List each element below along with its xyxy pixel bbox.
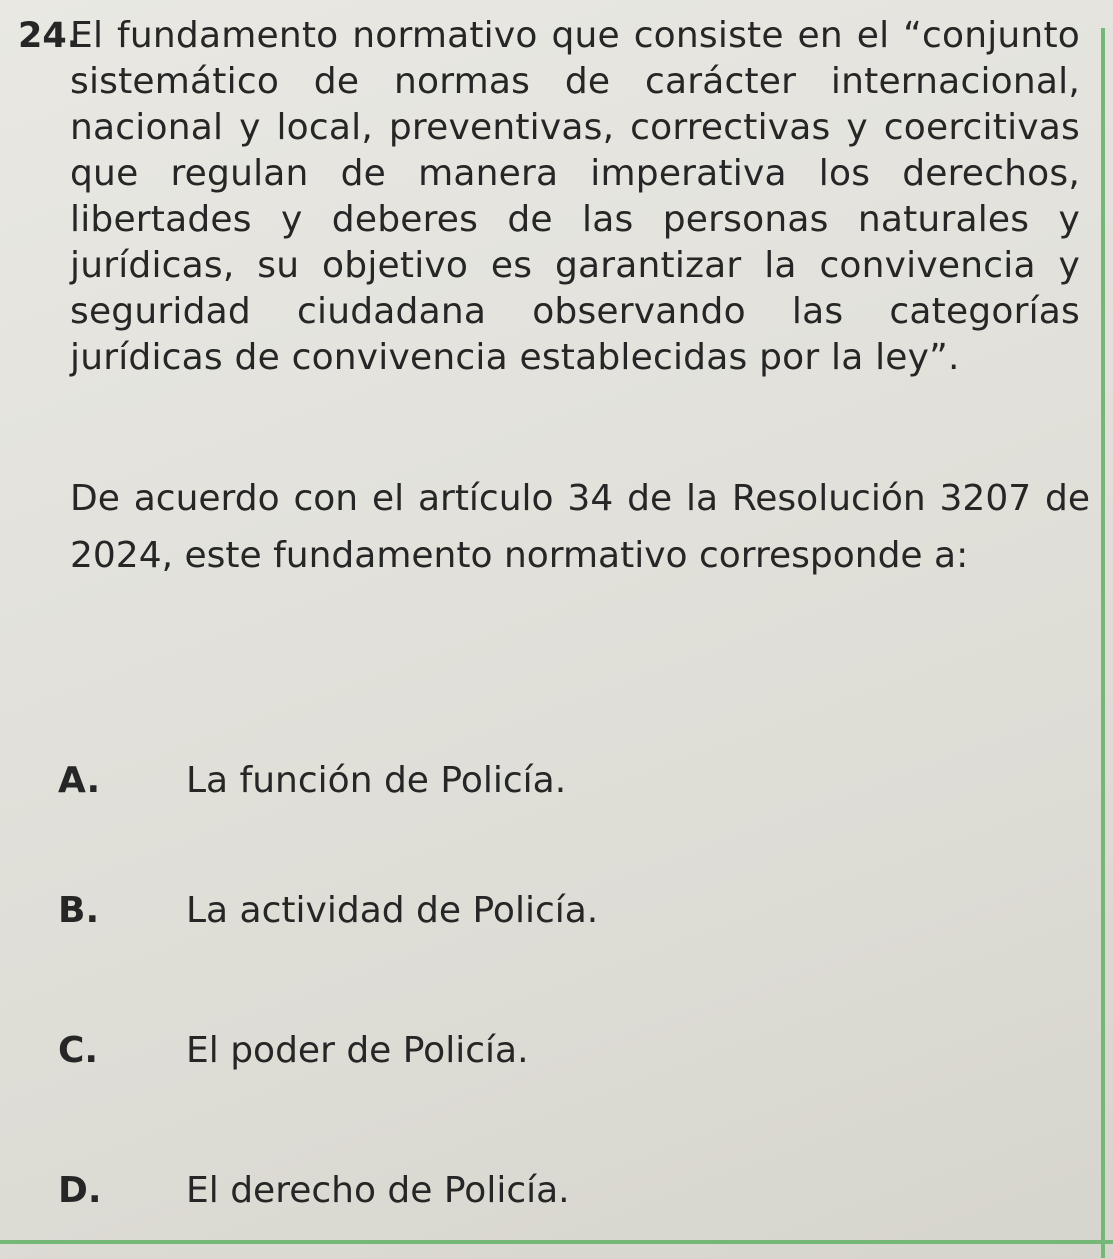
option-c[interactable] (58, 1030, 529, 1071)
option-text: La función de Policía. (186, 760, 567, 801)
option-text: La actividad de Policía. (186, 890, 599, 931)
option-letter: A. (58, 760, 101, 801)
question-block (18, 10, 1088, 381)
option-d[interactable] (58, 1170, 570, 1211)
option-letter: B. (58, 890, 100, 931)
question-instruction: De acuerdo con el artículo 34 de la Resolución 3207 de 2024, este fundamento normativo corresponde a: (70, 478, 1090, 576)
option-letter: D. (58, 1170, 102, 1211)
option-a[interactable] (58, 760, 566, 801)
question-statement: El fundamento normativo que consiste en el “conjunto sistemático de normas de carácter internacional, nacional y local, preventivas, correctivas y coercitivas que regulan de manera imperativa los derechos, libertades y deberes de las personas naturales y jurídicas, su objetivo es garantizar la convivencia y seguridad ciudadana observando las categorías jurídicas de convivencia establecidas por la ley”. (70, 15, 1080, 378)
option-text: El poder de Policía. (186, 1030, 529, 1071)
option-text: El derecho de Policía. (186, 1170, 570, 1211)
option-b[interactable] (58, 890, 598, 931)
option-letter: C. (58, 1030, 99, 1071)
green-border-right (1101, 28, 1105, 1258)
question-number: 24. (18, 16, 81, 56)
green-border-bottom (0, 1240, 1113, 1244)
